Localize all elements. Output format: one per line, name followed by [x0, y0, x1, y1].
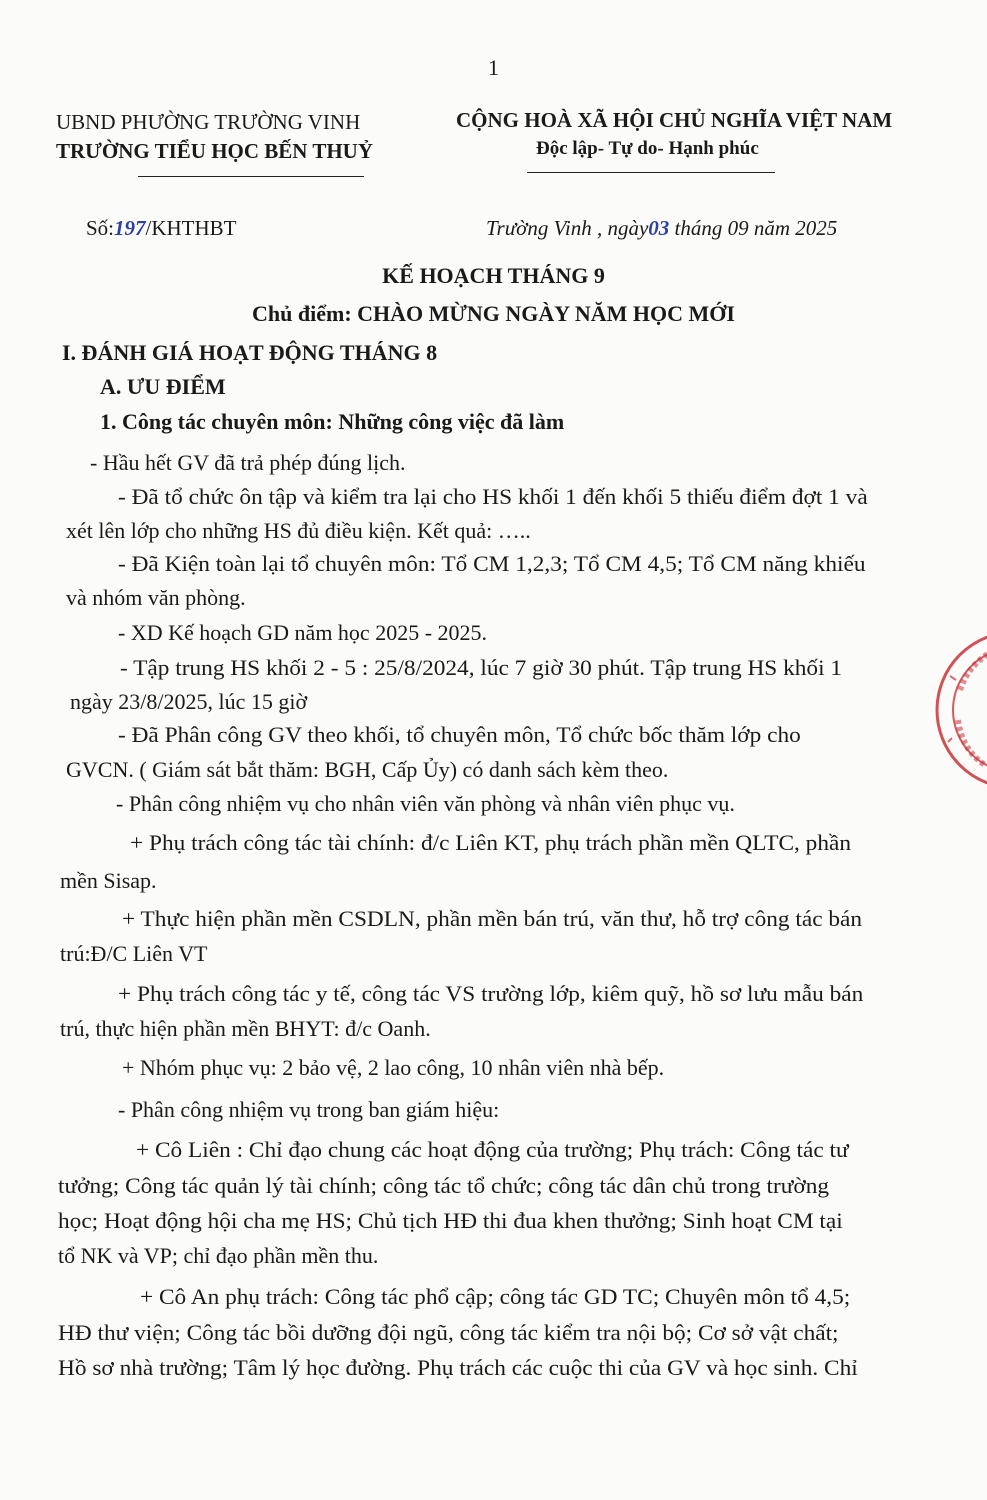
section-heading-a1: 1. Công tác chuyên môn: Những công việc đã làm — [100, 409, 565, 434]
body-line: + Phụ trách công tác y tế, công tác VS trường lớp, kiêm quỹ, hồ sơ lưu mẫu bán — [118, 981, 864, 1006]
handwritten-number: 197 — [114, 216, 146, 240]
body-line: + Nhóm phục vụ: 2 bảo vệ, 2 lao công, 10 nhân viên nhà bếp. — [122, 1055, 665, 1080]
body-line: học; Hoạt động hội cha mẹ HS; Chủ tịch HĐ thi đua khen thưởng; Sinh hoạt CM tại — [58, 1208, 843, 1233]
body-line: - Tập trung HS khối 2 - 5 : 25/8/2024, lúc 7 giờ 30 phút. Tập trung HS khối 1 — [120, 655, 843, 680]
body-line: trú:Đ/C Liên VT — [60, 941, 208, 966]
body-line: và nhóm văn phòng. — [66, 585, 246, 610]
body-line: - Đã Kiện toàn lại tổ chuyên môn: Tổ CM 1,2,3; Tổ CM 4,5; Tổ CM năng khiếu — [118, 551, 866, 576]
body-line: - Phân công nhiệm vụ cho nhân viên văn phòng và nhân viên phục vụ. — [116, 791, 735, 816]
agency-name: UBND PHƯỜNG TRƯỜNG VINH — [56, 110, 361, 134]
body-line: tưởng; Công tác quản lý tài chính; công tác tổ chức; công tác dân chủ trong trường — [58, 1173, 830, 1198]
header-right-rule — [527, 172, 775, 173]
body-line: xét lên lớp cho những HS đủ điều kiện. Kết quả: ….. — [66, 518, 531, 543]
body-line: Hồ sơ nhà trường; Tâm lý học đường. Phụ trách các cuộc thi của GV và học sinh. Chỉ — [58, 1355, 858, 1380]
body-line: - Đã tổ chức ôn tập và kiểm tra lại cho HS khối 1 đến khối 5 thiếu điểm đợt 1 và — [118, 484, 868, 509]
section-heading-a: A. ƯU ĐIỂM — [100, 374, 226, 399]
body-line: - Phân công nhiệm vụ trong ban giám hiệu: — [118, 1097, 500, 1122]
date-line: Trường Vinh , ngày03 tháng 09 năm 2025 — [486, 216, 838, 240]
document-title: KẾ HOẠCH THÁNG 9 — [382, 263, 605, 288]
header-left-rule — [138, 176, 364, 177]
school-name: TRƯỜNG TIỂU HỌC BẾN THUỶ — [56, 139, 373, 163]
body-line: + Cô Liên : Chỉ đạo chung các hoạt động của trường; Phụ trách: Công tác tư — [136, 1137, 849, 1162]
document-number: Số:197/KHTHBT — [86, 216, 237, 240]
body-line: + Thực hiện phần mền CSDLN, phần mền bán trú, văn thư, hỗ trợ công tác bán — [122, 906, 863, 931]
document-subtitle: Chủ điểm: CHÀO MỪNG NGÀY NĂM HỌC MỚI — [252, 301, 735, 326]
body-line: + Phụ trách công tác tài chính: đ/c Liên KT, phụ trách phần mền QLTC, phần — [130, 830, 851, 855]
national-title: CỘNG HOÀ XÃ HỘI CHỦ NGHĨA VIỆT NAM — [456, 108, 893, 132]
body-line: - Hầu hết GV đã trả phép đúng lịch. — [90, 450, 406, 475]
body-line: trú, thực hiện phần mền BHYT: đ/c Oanh. — [60, 1016, 431, 1041]
body-line: - Đã Phân công GV theo khối, tổ chuyên môn, Tổ chức bốc thăm lớp cho — [118, 722, 801, 747]
national-motto: Độc lập- Tự do- Hạnh phúc — [536, 138, 759, 159]
body-line: ngày 23/8/2025, lúc 15 giờ — [70, 689, 308, 714]
body-line: GVCN. ( Giám sát bắt thăm: BGH, Cấp Ủy) có danh sách kèm theo. — [66, 757, 669, 782]
red-seal-stamp-icon — [930, 620, 987, 800]
page-number: 1 — [488, 55, 499, 80]
body-line: mền Sisap. — [60, 868, 157, 893]
section-heading-1: I. ĐÁNH GIÁ HOẠT ĐỘNG THÁNG 8 — [62, 340, 438, 365]
handwritten-day: 03 — [648, 216, 670, 240]
body-line: - XD Kế hoạch GD năm học 2025 - 2025. — [118, 620, 488, 645]
body-line: + Cô An phụ trách: Công tác phổ cập; công tác GD TC; Chuyên môn tổ 4,5; — [140, 1284, 851, 1309]
body-line: HĐ thư viện; Công tác bồi dưỡng đội ngũ, công tác kiểm tra nội bộ; Cơ sở vật chất; — [58, 1320, 839, 1345]
body-line: tổ NK và VP; chỉ đạo phần mền thu. — [58, 1243, 379, 1268]
